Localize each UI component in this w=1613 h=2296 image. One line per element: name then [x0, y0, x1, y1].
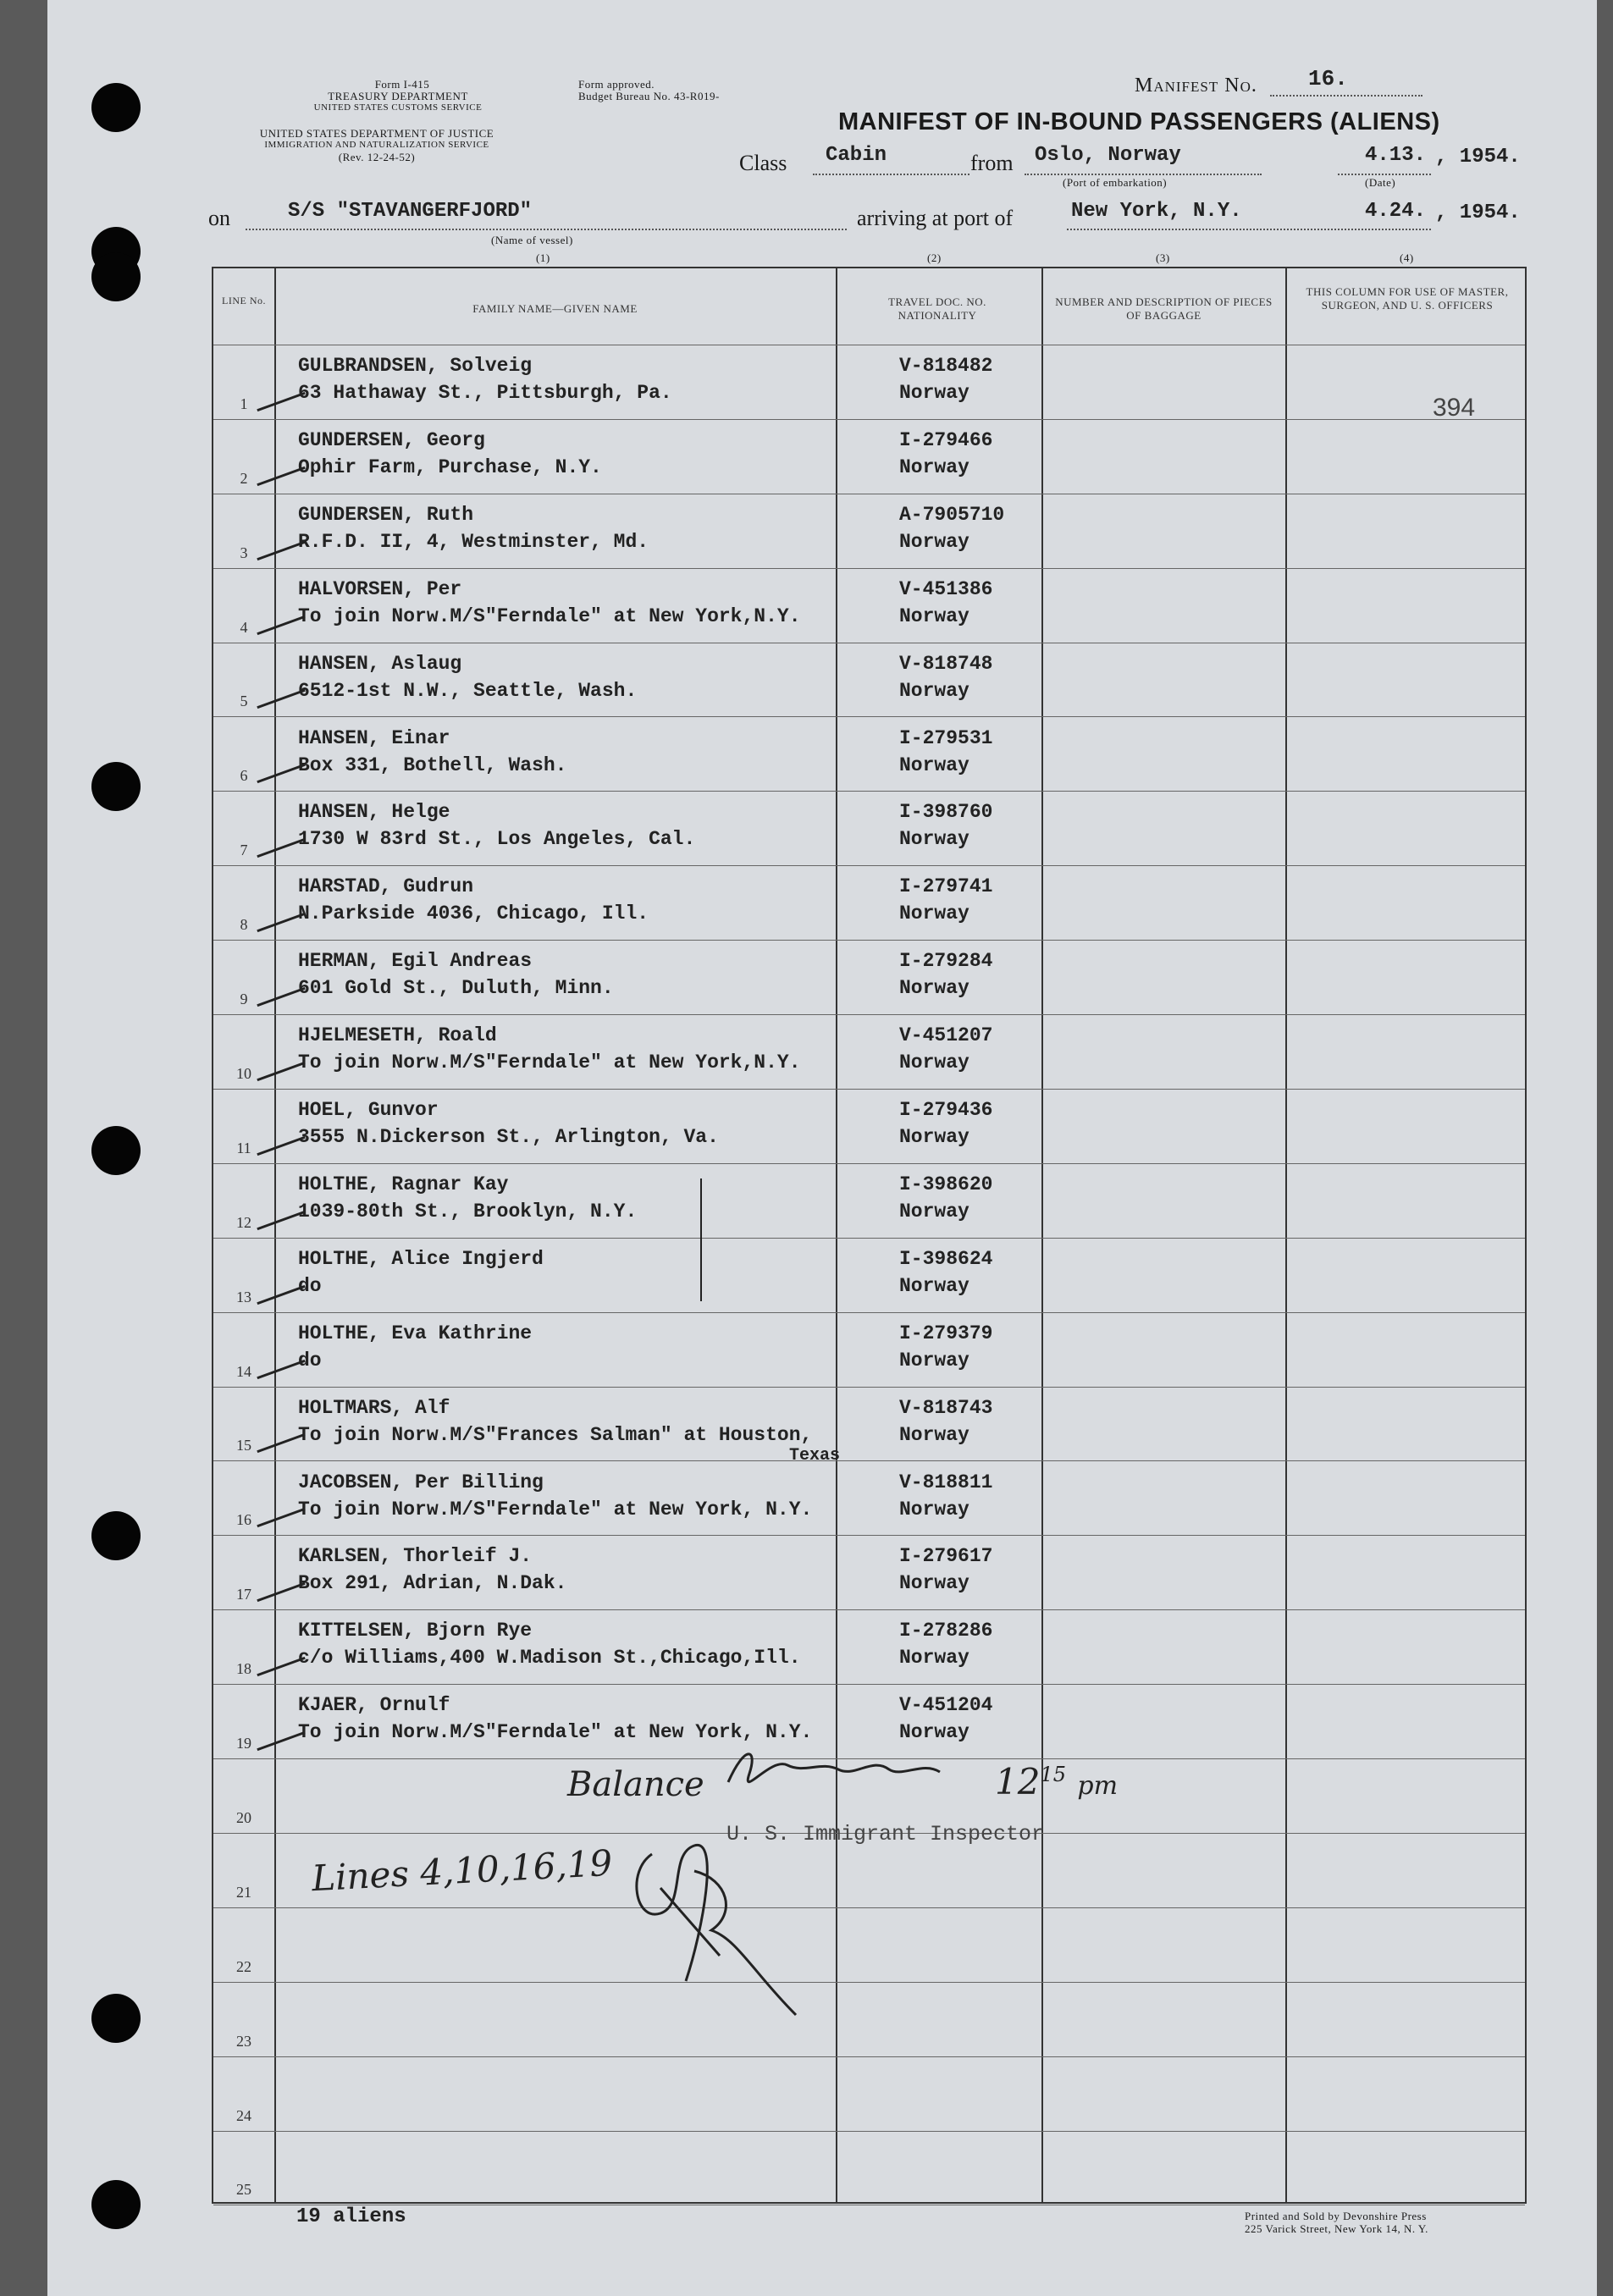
binder-hole	[91, 83, 141, 132]
passenger-name: HARSTAD, Gudrun	[298, 875, 474, 898]
line-number: 21	[236, 1883, 251, 1901]
travel-doc-number: I-279379	[899, 1322, 993, 1344]
table-row	[213, 791, 1525, 865]
travel-doc-number: V-451207	[899, 1024, 993, 1047]
line-number: 10	[236, 1064, 251, 1082]
passenger-address: 6512-1st N.W., Seattle, Wash.	[298, 679, 638, 702]
fraction-note	[995, 1761, 1118, 1802]
passenger-name: GULBRANDSEN, Solveig	[298, 355, 533, 377]
col-caption-2: (2)	[927, 251, 942, 264]
fraction-suffix: pm	[1077, 1771, 1119, 1801]
from-value: Oslo, Norway	[1035, 144, 1181, 167]
nationality: Norway	[899, 455, 969, 478]
travel-doc-number: I-278286	[899, 1620, 993, 1642]
passenger-address: To join Norw.M/S"Frances Salman" at Houston,	[298, 1423, 813, 1446]
passenger-address: c/o Williams,400 W.Madison St.,Chicago,Ill.	[298, 1647, 801, 1670]
port-embark-caption: (Port of embarkation)	[1063, 176, 1168, 189]
col-caption-4: (4)	[1400, 251, 1414, 264]
line-number: 2	[240, 469, 248, 487]
table-row	[213, 568, 1525, 643]
passenger-address: R.F.D. II, 4, Westminster, Md.	[298, 530, 649, 553]
passenger-name: GUNDERSEN, Ruth	[298, 503, 474, 526]
dept-justice: UNITED STATES DEPARTMENT OF JUSTICE	[259, 127, 494, 140]
table-row	[213, 1014, 1525, 1089]
passenger-name: HERMAN, Egil Andreas	[298, 950, 533, 973]
line-number: 15	[236, 1437, 251, 1454]
travel-doc-number: A-7905710	[899, 503, 1005, 526]
travel-doc-number: I-279617	[899, 1545, 993, 1568]
passenger-address: To join Norw.M/S"Ferndale" at New York, N.Y.	[298, 1498, 813, 1521]
table-row	[213, 2131, 1525, 2205]
dept-justice-sub: IMMIGRATION AND NATURALIZATION SERVICE	[264, 140, 489, 150]
arriving-port: New York, N.Y.	[1071, 200, 1242, 223]
travel-doc-number: I-279466	[899, 428, 993, 451]
nationality: Norway	[899, 902, 969, 925]
binder-hole	[91, 1511, 141, 1560]
line-number: 3	[240, 544, 248, 561]
table-row	[213, 1907, 1525, 1982]
fraction-number: 12	[995, 1761, 1041, 1802]
nationality: Norway	[899, 977, 969, 1000]
nationality: Norway	[899, 679, 969, 702]
passenger-address: Box 331, Bothell, Wash.	[298, 753, 567, 776]
passenger-address: Ophir Farm, Purchase, N.Y.	[298, 455, 602, 478]
on-label: on	[208, 206, 230, 230]
table-row	[213, 643, 1525, 717]
line-number: 25	[236, 2181, 251, 2199]
table-row	[213, 1609, 1525, 1684]
dept-treasury-sub: UNITED STATES CUSTOMS SERVICE	[313, 102, 483, 113]
nationality: Norway	[899, 753, 969, 776]
table-row	[213, 717, 1525, 792]
year2-value: , 1954.	[1435, 201, 1521, 224]
manifest-title: MANIFEST OF IN-BOUND PASSENGERS (ALIENS)	[838, 108, 1440, 135]
travel-doc-number: I-398760	[899, 801, 993, 824]
line-number: 9	[240, 991, 248, 1008]
travel-doc-number: V-818743	[899, 1396, 993, 1419]
travel-doc-number: I-279284	[899, 950, 993, 973]
table-row	[213, 419, 1525, 494]
initials-signature	[610, 1820, 813, 2023]
dept-treasury: TREASURY DEPARTMENT	[328, 90, 468, 102]
passenger-address: 601 Gold St., Duluth, Minn.	[298, 977, 614, 1000]
line-number: 7	[240, 842, 248, 859]
nationality: Norway	[899, 530, 969, 553]
passenger-name: HOLTMARS, Alf	[298, 1396, 450, 1419]
printer-line-1: Printed and Sold by Devonshire Press	[1245, 2210, 1427, 2222]
inspector-signature	[720, 1740, 991, 1799]
inspector-title: U. S. Immigrant Inspector	[726, 1822, 1045, 1846]
col-header-name: FAMILY NAME—GIVEN NAME	[472, 302, 638, 315]
binder-hole	[91, 252, 141, 301]
date-caption: (Date)	[1365, 176, 1396, 189]
nationality: Norway	[899, 382, 969, 404]
line-number: 17	[236, 1586, 251, 1603]
table-row	[213, 1163, 1525, 1238]
line-number: 1	[240, 395, 248, 412]
passenger-name: HANSEN, Helge	[298, 801, 450, 824]
date1-value: 4.13.	[1365, 144, 1427, 167]
lines-note: Lines 4,10,16,19	[310, 1841, 614, 1900]
nationality: Norway	[899, 1274, 969, 1297]
travel-doc-number: V-451204	[899, 1694, 993, 1717]
nationality: Norway	[899, 1200, 969, 1223]
passenger-address: Box 291, Adrian, N.Dak.	[298, 1572, 567, 1595]
balance-note: Balance	[567, 1765, 704, 1804]
travel-doc-number: I-398620	[899, 1173, 993, 1195]
passenger-name: KJAER, Ornulf	[298, 1694, 450, 1717]
col-header-line: LINE No.	[222, 295, 266, 306]
nationality: Norway	[899, 1647, 969, 1670]
line-number: 6	[240, 767, 248, 785]
table-row	[213, 345, 1525, 419]
travel-doc-number: I-279436	[899, 1099, 993, 1121]
arriving-label: arriving at port of	[857, 206, 1014, 230]
passenger-name: KITTELSEN, Bjorn Rye	[298, 1620, 533, 1642]
fraction-sup: 15	[1040, 1763, 1066, 1786]
line-number: 24	[236, 2106, 251, 2124]
col-header-baggage: NUMBER AND DESCRIPTION OF PIECES OF BAGGAGE	[1055, 295, 1273, 322]
nationality: Norway	[899, 1423, 969, 1446]
passenger-name: HANSEN, Aslaug	[298, 652, 462, 675]
passenger-name: KARLSEN, Thorleif J.	[298, 1545, 533, 1568]
travel-doc-number: I-279741	[899, 875, 993, 898]
line-number: 8	[240, 916, 248, 934]
table-row	[213, 940, 1525, 1014]
date1-field	[1338, 174, 1431, 175]
line-number: 16	[236, 1511, 251, 1529]
vessel-caption: (Name of vessel)	[491, 234, 573, 246]
line-number: 20	[236, 1808, 251, 1826]
passenger-name: HJELMESETH, Roald	[298, 1024, 497, 1047]
binder-hole	[91, 762, 141, 811]
col-header-officers: THIS COLUMN FOR USE OF MASTER, SURGEON, AND U. S. OFFICERS	[1306, 285, 1509, 312]
line-number: 19	[236, 1735, 251, 1752]
passenger-name: HANSEN, Einar	[298, 726, 450, 749]
table-row	[213, 1089, 1525, 1163]
form-number: Form I-415	[374, 78, 430, 91]
line-number: 23	[236, 2032, 251, 2050]
travel-doc-number: I-279531	[899, 726, 993, 749]
manifest-no-label: Manifest No.	[1135, 75, 1257, 97]
line-number: 13	[236, 1288, 251, 1305]
form-revision: (Rev. 12-24-52)	[338, 151, 416, 163]
nationality: Norway	[899, 1721, 969, 1744]
manifest-no-field	[1270, 95, 1422, 97]
table-row	[213, 2056, 1525, 2131]
date2-value: 4.24.	[1365, 200, 1427, 223]
family-bracket	[700, 1178, 702, 1301]
vessel-value: S/S "STAVANGERFJORD"	[288, 200, 533, 223]
passenger-name: HOLTHE, Eva Kathrine	[298, 1322, 533, 1344]
binder-hole	[91, 2180, 141, 2229]
nationality: Norway	[899, 1349, 969, 1372]
passenger-address: 1039-80th St., Brooklyn, N.Y.	[298, 1200, 638, 1223]
nationality: Norway	[899, 1126, 969, 1148]
table-row	[213, 1238, 1525, 1312]
officer-annotation: 394	[1433, 394, 1476, 422]
passenger-name: HALVORSEN, Per	[298, 577, 462, 600]
class-value: Cabin	[826, 144, 887, 167]
passenger-name: JACOBSEN, Per Billing	[298, 1471, 544, 1493]
from-field	[1025, 174, 1262, 175]
line-number: 22	[236, 1957, 251, 1975]
nationality: Norway	[899, 828, 969, 851]
passenger-name: HOLTHE, Alice Ingjerd	[298, 1247, 544, 1270]
travel-doc-number: V-818482	[899, 355, 993, 377]
passenger-address: 3555 N.Dickerson St., Arlington, Va.	[298, 1126, 719, 1148]
line-number: 5	[240, 693, 248, 710]
passenger-address: do	[298, 1274, 322, 1297]
nationality: Norway	[899, 1572, 969, 1595]
passenger-address: do	[298, 1349, 322, 1372]
col-header-travel-doc: TRAVEL DOC. NO. NATIONALITY	[888, 295, 986, 322]
class-label: Class	[739, 151, 787, 175]
arriving-field	[1067, 229, 1431, 230]
manifest-no-value: 16.	[1308, 66, 1348, 91]
from-label: from	[970, 151, 1014, 175]
vessel-field	[246, 229, 847, 230]
nationality: Norway	[899, 1498, 969, 1521]
nationality: Norway	[899, 1051, 969, 1074]
year1-value: , 1954.	[1435, 146, 1521, 168]
col-caption-3: (3)	[1156, 251, 1170, 264]
binder-hole	[91, 1994, 141, 2043]
line-number: 4	[240, 618, 248, 636]
alien-count: 19 aliens	[296, 2205, 406, 2228]
travel-doc-number: V-818748	[899, 652, 993, 675]
passenger-address: To join Norw.M/S"Ferndale" at New York,N.Y.	[298, 1051, 801, 1074]
table-row	[213, 494, 1525, 568]
passenger-name: HOEL, Gunvor	[298, 1099, 439, 1121]
table-row	[213, 1312, 1525, 1387]
line-number: 14	[236, 1362, 251, 1380]
printer-line-2: 225 Varick Street, New York 14, N. Y.	[1245, 2222, 1428, 2235]
table-row	[213, 1535, 1525, 1609]
travel-doc-number: V-818811	[899, 1471, 993, 1493]
class-field	[813, 174, 969, 175]
travel-doc-number: V-451386	[899, 577, 993, 600]
passenger-address-cont: Texas	[789, 1445, 841, 1465]
line-number: 11	[236, 1139, 251, 1156]
budget-bureau: Budget Bureau No. 43-R019-	[578, 90, 720, 102]
binder-hole	[91, 1126, 141, 1175]
table-row	[213, 1461, 1525, 1536]
line-number: 18	[236, 1660, 251, 1678]
table-row	[213, 1387, 1525, 1465]
form-approved: Form approved.	[578, 78, 655, 91]
line-number: 12	[236, 1213, 251, 1231]
passenger-address: N.Parkside 4036, Chicago, Ill.	[298, 902, 649, 925]
manifest-table	[212, 267, 1527, 2204]
col-caption-1: (1)	[536, 251, 550, 264]
travel-doc-number: I-398624	[899, 1247, 993, 1270]
table-row	[213, 1982, 1525, 2056]
nationality: Norway	[899, 604, 969, 627]
passenger-address: 1730 W 83rd St., Los Angeles, Cal.	[298, 828, 696, 851]
table-row	[213, 865, 1525, 940]
passenger-address: To join Norw.M/S"Ferndale" at New York, N.Y.	[298, 1721, 813, 1744]
passenger-name: HOLTHE, Ragnar Kay	[298, 1173, 509, 1195]
passenger-address: To join Norw.M/S"Ferndale" at New York,N.Y.	[298, 604, 801, 627]
passenger-address: 63 Hathaway St., Pittsburgh, Pa.	[298, 382, 672, 404]
passenger-name: GUNDERSEN, Georg	[298, 428, 485, 451]
